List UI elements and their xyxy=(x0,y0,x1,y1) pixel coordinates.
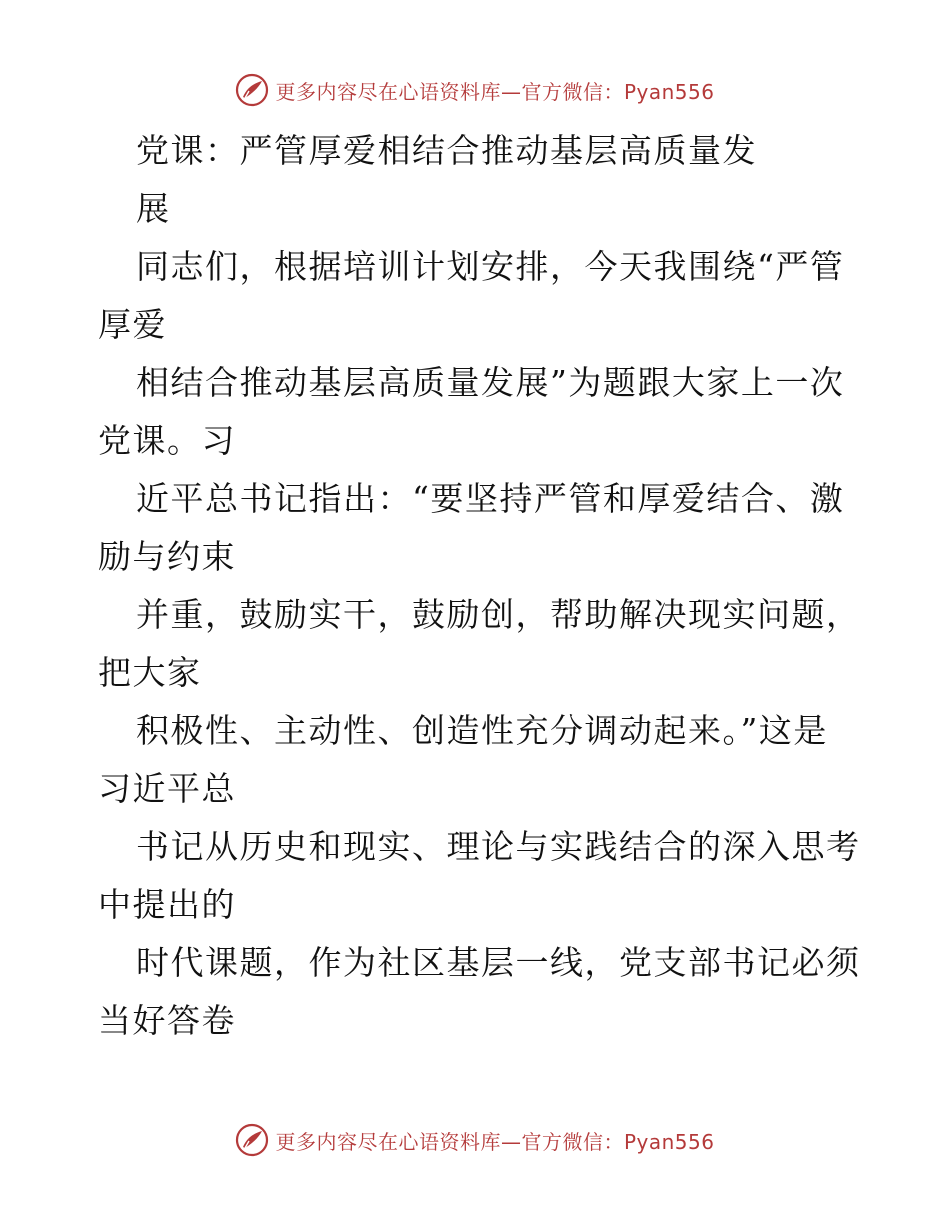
document-body xyxy=(98,122,861,1050)
footer-banner xyxy=(0,1120,950,1160)
paragraph-line: 把大家 xyxy=(98,653,202,692)
paragraph-line: 厚爱 xyxy=(98,305,167,344)
paragraph-line: 习近平总 xyxy=(98,769,236,808)
doc-title-line-2: 展 xyxy=(136,189,171,228)
paragraph-line: 积极性、主动性、创造性充分调动起来。”这是 xyxy=(136,711,828,750)
paragraph-line: 相结合推动基层高质量发展”为题跟大家上一次 xyxy=(136,363,845,402)
header-banner xyxy=(0,70,950,110)
paragraph-line: 时代课题，作为社区基层一线，党支部书记必须 xyxy=(136,943,861,982)
paragraph-line: 并重，鼓励实干，鼓励创，帮助解决现实问题， xyxy=(136,595,861,634)
paragraph-line: 励与约束 xyxy=(98,537,236,576)
paragraph-line: 党课。习 xyxy=(98,421,236,460)
header-banner-text: 更多内容尽在心语资料库—官方微信：Pyan556 xyxy=(275,79,715,104)
paragraph-line: 中提出的 xyxy=(98,885,236,924)
footer-banner-text: 更多内容尽在心语资料库—官方微信：Pyan556 xyxy=(275,1129,715,1154)
paragraph-line: 当好答卷 xyxy=(98,1001,236,1040)
paragraph-line: 近平总书记指出：“要坚持严管和厚爱结合、激 xyxy=(136,479,845,518)
pen-logo-icon xyxy=(235,73,269,107)
paragraph-line: 同志们，根据培训计划安排，今天我围绕“严管 xyxy=(136,247,845,286)
doc-title-line-1: 党课：严管厚爱相结合推动基层高质量发 xyxy=(136,131,757,170)
paragraph-line: 书记从历史和现实、理论与实践结合的深入思考 xyxy=(136,827,861,866)
pen-logo-icon xyxy=(235,1123,269,1157)
